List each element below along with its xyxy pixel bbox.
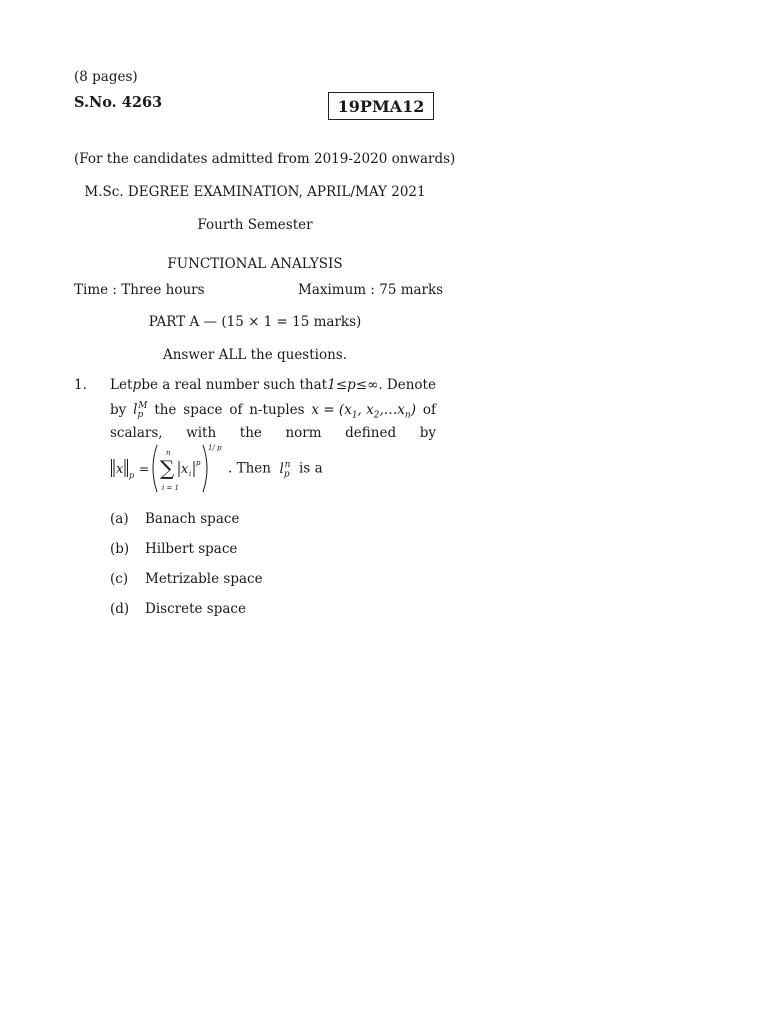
option-b [110,541,430,561]
svg-text:p: p [129,471,135,480]
question-text [110,377,436,449]
svg-text:=: = [139,462,150,476]
math-lpM: $l_p^M$ [133,401,148,421]
svg-text:x: x [116,462,124,477]
word: scalars, [110,425,163,441]
word: with [186,425,217,441]
word: by [110,401,127,418]
word: the [239,425,262,441]
svg-text:i = 1: i = 1 [162,484,180,492]
svg-text:1/ p: 1/ p [208,444,222,452]
subject-title: FUNCTIONAL ANALYSIS [167,256,343,272]
then-clause [228,460,323,479]
word: space [183,401,223,418]
time-allowed: Time : Three hours [74,282,205,298]
candidates-note: (For the candidates admitted from 2019-2020 onwards) [74,151,456,167]
then-word: . Then [228,460,271,477]
svg-text:∑: ∑ [160,456,175,480]
math-tuple: $x = (x_1$, $x_2,\dots x_n$) [311,401,416,421]
svg-text:p: p [196,459,201,467]
is-a-word: is a [299,460,323,477]
option-a [110,511,430,531]
word: n-tuples [249,401,305,418]
option-label: (d) [110,601,130,617]
option-text: Hilbert space [145,541,238,557]
option-c [110,571,430,591]
option-label: (a) [110,511,129,527]
svg-text:x: x [181,462,189,477]
part-heading: PART A — (15 × 1 = 15 marks) [148,314,362,330]
semester: Fourth Semester [197,217,313,233]
option-text: Metrizable space [145,571,263,587]
paper-code: 19PMA12 [337,96,425,116]
math-lpn: $l_p^n$ [275,460,291,480]
question-line-2 [110,401,436,425]
option-label: (c) [110,571,129,587]
pages-count: (8 pages) [74,69,138,85]
maximum-marks: Maximum : 75 marks [298,282,444,298]
instruction: Answer ALL the questions. [162,347,348,363]
word: of [422,401,436,418]
word: . Denote [378,377,436,393]
word: by [419,425,436,441]
serial-number: S.No. 4263 [74,94,163,111]
degree-title: M.Sc. DEGREE EXAMINATION, APRIL/MAY 2021 [84,184,426,200]
word: norm [285,425,322,441]
math-range: 1≤p≤∞ [327,377,379,393]
option-text: Discrete space [145,601,246,617]
svg-text:i: i [189,470,192,478]
option-d [110,601,430,621]
svg-text:n: n [166,449,171,457]
question-line-1 [110,377,436,401]
word: of [229,401,243,418]
word: the [154,401,177,418]
word: be a real number such that [141,377,328,393]
word: Let [110,377,133,393]
math-p: p [132,377,142,393]
word: defined [345,425,397,441]
option-label: (b) [110,541,130,557]
paper-code-box [328,92,434,120]
question-number: 1. [74,377,87,393]
option-text: Banach space [145,511,240,527]
